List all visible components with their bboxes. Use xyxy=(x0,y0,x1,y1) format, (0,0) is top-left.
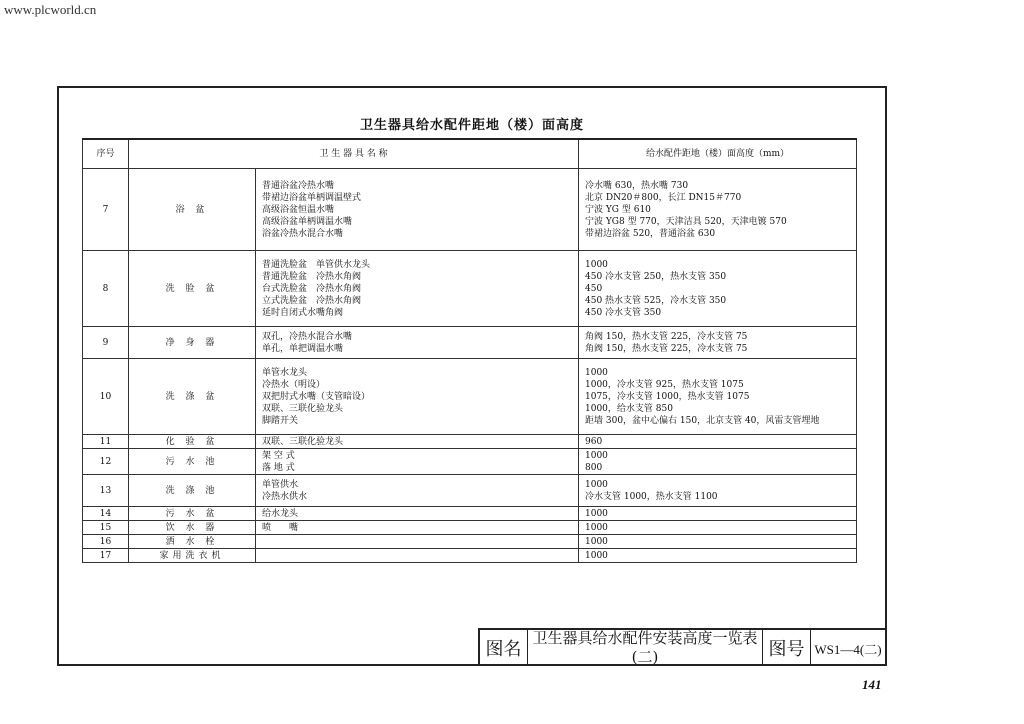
fixture-name: 污 水 池 xyxy=(129,449,256,475)
fixture-subtype: 普通洗脸盆 冷热水角阀 xyxy=(262,271,362,282)
fixture-name: 洗 涤 盆 xyxy=(129,359,256,435)
fixture-subtype: 喷 嘴 xyxy=(262,522,299,533)
height-value: 1000 xyxy=(585,508,608,519)
fixture-subtype-cell xyxy=(256,251,579,327)
height-value: 角阀 150，热水支管 225，冷水支管 75 xyxy=(585,331,748,342)
fixture-subtype: 台式洗脸盆 冷热水角阀 xyxy=(262,283,362,294)
height-value-cell xyxy=(579,507,857,521)
fixture-name: 浴 盆 xyxy=(129,169,256,251)
drawing-name-label: 图名 xyxy=(480,630,528,666)
table-row xyxy=(83,435,857,449)
drawing-name xyxy=(528,630,763,666)
table-row xyxy=(83,521,857,535)
table-row xyxy=(83,507,857,521)
fixture-name: 家用洗衣机 xyxy=(129,549,256,563)
row-number: 10 xyxy=(83,359,129,435)
table-row xyxy=(83,449,857,475)
row-number: 12 xyxy=(83,449,129,475)
height-value: 1000 xyxy=(585,450,608,461)
row-number: 17 xyxy=(83,549,129,563)
fixture-subtype-cell xyxy=(256,449,579,475)
page-number: 141 xyxy=(862,677,882,692)
height-value: 1000 xyxy=(585,479,608,490)
row-number: 16 xyxy=(83,535,129,549)
drawing-number: WS1—4(二) xyxy=(814,641,882,657)
height-value: 距墙 300，盆中心偏右 150，北京支管 40，风雷支管埋地 xyxy=(585,415,820,426)
row-number: 15 xyxy=(83,521,129,535)
drawing-name-line1: 卫生器具给水配件安装高度一览表 xyxy=(532,629,758,647)
fixture-name: 洗 涤 池 xyxy=(129,475,256,507)
height-value: 1000，冷水支管 925，热水支管 1075 xyxy=(585,379,744,390)
fixture-subtype: 高级浴盆恒温水嘴 xyxy=(262,204,335,215)
row-number: 13 xyxy=(83,475,129,507)
fixture-subtype: 落 地 式 xyxy=(262,462,295,473)
header-number: 序号 xyxy=(83,139,129,169)
fixture-subtype: 双把肘式水嘴（支管暗设） xyxy=(262,391,371,402)
fixture-subtype: 脚踏开关 xyxy=(262,415,299,426)
fixture-subtype: 冷热水（明设） xyxy=(262,379,326,390)
table-row xyxy=(83,535,857,549)
fixture-subtype: 普通浴盆冷热水嘴 xyxy=(262,180,335,191)
fixture-subtype-cell xyxy=(256,475,579,507)
fixture-subtype: 带裙边浴盆单柄调温壁式 xyxy=(262,192,362,203)
fixture-subtype-cell xyxy=(256,359,579,435)
height-value-cell xyxy=(579,327,857,359)
fixture-subtype: 双孔，冷热水混合水嘴 xyxy=(262,331,353,342)
fixture-subtype: 给水龙头 xyxy=(262,508,299,519)
height-value-cell xyxy=(579,251,857,327)
height-value: 角阀 150，热水支管 225，冷水支管 75 xyxy=(585,343,748,354)
height-value: 450 xyxy=(585,283,603,294)
height-value: 960 xyxy=(585,436,603,447)
table-row xyxy=(83,251,857,327)
height-value-cell xyxy=(579,475,857,507)
height-value: 1000 xyxy=(585,259,608,270)
height-value-cell xyxy=(579,435,857,449)
fixture-subtype: 架 空 式 xyxy=(262,450,295,461)
fixture-name: 饮 水 器 xyxy=(129,521,256,535)
row-number: 9 xyxy=(83,327,129,359)
fixture-subtype-cell xyxy=(256,535,579,549)
height-value: 宁波 YG 型 610 xyxy=(585,204,651,215)
header-height: 给水配件距地（楼）面高度（mm） xyxy=(579,139,857,169)
fixture-name: 洗 脸 盆 xyxy=(129,251,256,327)
table-row xyxy=(83,327,857,359)
height-value-cell xyxy=(579,521,857,535)
height-value: 宁波 YG8 型 770，天津洁具 520，天津电镀 570 xyxy=(585,216,787,227)
table-header-row xyxy=(83,139,857,169)
fixture-subtype: 双联、三联化验龙头 xyxy=(262,436,344,447)
row-number: 11 xyxy=(83,435,129,449)
table-row xyxy=(83,475,857,507)
table-title: 卫生器具给水配件距地（楼）面高度 xyxy=(359,118,584,133)
height-value: 450 冷水支管 350 xyxy=(585,307,662,318)
drawing-name-line2: (二) xyxy=(631,648,659,666)
fixture-subtype: 延时自闭式水嘴角阀 xyxy=(262,307,344,318)
fixture-height-table xyxy=(82,138,857,563)
height-value: 北京 DN20＃800，长江 DN15＃770 xyxy=(585,192,742,203)
height-value: 带裙边浴盆 520，普通浴盆 630 xyxy=(585,228,716,239)
height-value: 1075，冷水支管 1000，热水支管 1075 xyxy=(585,391,750,402)
watermark-text: www.plcworld.cn xyxy=(4,2,97,17)
height-value: 1000 xyxy=(585,367,608,378)
height-value: 冷水支管 1000，热水支管 1100 xyxy=(585,491,718,502)
drawing-sheet xyxy=(57,86,887,666)
fixture-subtype-cell xyxy=(256,327,579,359)
row-number: 14 xyxy=(83,507,129,521)
height-value-cell xyxy=(579,169,857,251)
height-value: 1000 xyxy=(585,550,608,561)
drawing-number-label: 图号 xyxy=(763,630,811,666)
title-block xyxy=(478,628,885,666)
fixture-subtype-cell xyxy=(256,435,579,449)
height-value: 1000 xyxy=(585,522,608,533)
table-row xyxy=(83,169,857,251)
height-value: 1000 xyxy=(585,536,608,547)
fixture-subtype: 单管水龙头 xyxy=(262,367,308,378)
fixture-name: 污 水 盆 xyxy=(129,507,256,521)
fixture-subtype: 单管供水 xyxy=(262,479,299,490)
fixture-subtype: 立式洗脸盆 冷热水角阀 xyxy=(262,295,362,306)
height-value-cell xyxy=(579,535,857,549)
height-value: 1000，给水支管 850 xyxy=(585,403,673,414)
fixture-name: 洒 水 栓 xyxy=(129,535,256,549)
height-value: 冷水嘴 630，热水嘴 730 xyxy=(585,180,689,191)
table-row xyxy=(83,359,857,435)
fixture-name: 净 身 器 xyxy=(129,327,256,359)
fixture-subtype: 双联、三联化验龙头 xyxy=(262,403,344,414)
height-value: 800 xyxy=(585,462,603,473)
fixture-subtype: 普通洗脸盆 单管供水龙头 xyxy=(262,259,371,270)
table-row xyxy=(83,549,857,563)
fixture-name: 化 验 盆 xyxy=(129,435,256,449)
height-value: 450 热水支管 525，冷水支管 350 xyxy=(585,295,727,306)
fixture-subtype-cell xyxy=(256,507,579,521)
height-value-cell xyxy=(579,359,857,435)
header-fixture-name: 卫 生 器 具 名 称 xyxy=(129,139,579,169)
height-value-cell xyxy=(579,549,857,563)
fixture-subtype-cell xyxy=(256,521,579,535)
fixture-subtype: 高级浴盆单柄调温水嘴 xyxy=(262,216,353,227)
fixture-subtype: 冷热水供水 xyxy=(262,491,308,502)
fixture-subtype-cell xyxy=(256,169,579,251)
fixture-subtype: 单孔，单把调温水嘴 xyxy=(262,343,344,354)
fixture-subtype: 浴盆冷热水混合水嘴 xyxy=(262,228,344,239)
row-number: 8 xyxy=(83,251,129,327)
fixture-subtype-cell xyxy=(256,549,579,563)
row-number: 7 xyxy=(83,169,129,251)
height-value-cell xyxy=(579,449,857,475)
height-value: 450 冷水支管 250，热水支管 350 xyxy=(585,271,727,282)
